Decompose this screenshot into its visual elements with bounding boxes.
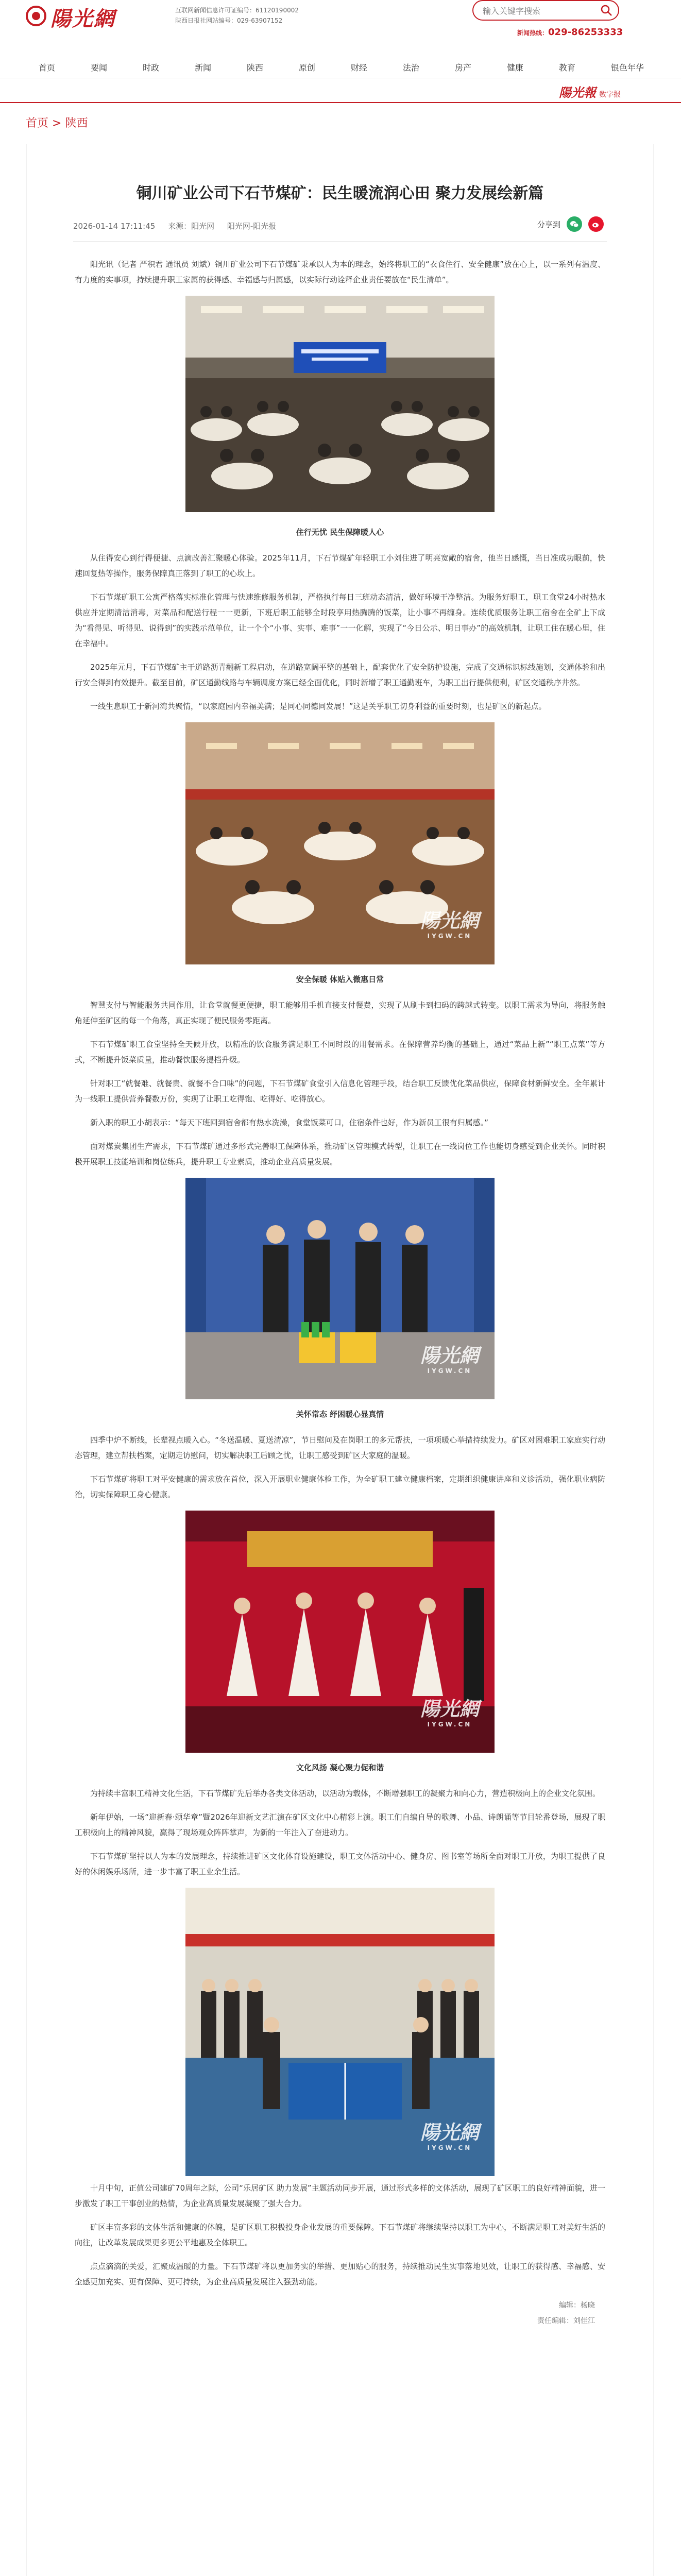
article-source: 来源：阳光网 [168, 222, 215, 231]
weibo-share-icon[interactable] [588, 216, 604, 232]
watermark-url: IYGW.CN [427, 1721, 472, 1728]
watermark-logo: 陽光網 [420, 2121, 479, 2144]
article-author: 阳光网-阳光报 [227, 222, 277, 231]
article-paragraph: 下石节煤矿坚持以人为本的发展理念，持续推进矿区文化体育设施建设，职工文体活动中心、健身房、图书室等场所全面对职工开放，为职工提供了良好的休闲娱乐场所，进一步丰富了职工业余生活。 [75, 1852, 605, 1876]
article-paragraph: 一线生息职工于新河湾共聚情，“以家庭园内幸福美满；是同心同德同发展！”这是关乎职工切身利益的重要时刻，也是矿区的新起点。 [90, 702, 547, 711]
nav-list [39, 56, 644, 78]
article-body [75, 257, 605, 2329]
watermark-url: IYGW.CN [427, 933, 472, 940]
article-meta [73, 221, 276, 231]
article-paragraph: 下石节煤矿职工公寓严格落实标准化管理与快速维修服务机制，严格执行每日三班动态清洁，做好环境干净整洁。为服务好职工，职工食堂24小时热水供应并定期清洁消毒，对菜品和配送行程一一更新，下班后职工能够全时段享用热腾腾的饭菜，让小事不再缠身。连续优质服务让职工宿舍在全矿上下成为“看得见、听得见、说得到”的实践示范单位，让一个个“小事、实事、难事”一一化解，实现了“今日公示、明日事办”的高效机制，让职工住在暖心里，住在幸福中。 [75, 592, 605, 648]
photo-dining-hall [185, 722, 495, 964]
nav-item[interactable]: 教育 [558, 62, 575, 73]
digital-paper-label: 数字报 [599, 91, 621, 99]
nav-item[interactable]: 陕西 [246, 62, 263, 73]
breadcrumb-home[interactable]: 首页 [26, 117, 49, 130]
photo-caption: 住行无忧 民生保障暖人心 [296, 528, 384, 537]
editor-credit: 编辑：杨晓 [559, 2301, 595, 2310]
digital-paper-logo: 陽光報 [559, 85, 596, 100]
article-paragraph: 矿区丰富多彩的文体生活和健康的体魄，是矿区职工积极投身企业发展的重要保障。下石节煤矿将继续坚持以职工为中心，不断满足职工对美好生活的向往，让改革发展成果更多更公平地惠及全体职工。 [75, 2223, 605, 2247]
logo-text: 陽光網 [50, 7, 115, 31]
article-photo-4 [185, 1511, 495, 1775]
photo-watermark [420, 1344, 479, 1379]
breadcrumb-separator: > [52, 117, 62, 130]
article-paragraph: 针对职工“就餐难、就餐贵、就餐不合口味”的问题，下石节煤矿食堂引入信息化管理手段，结合职工反馈优化菜品供应，保障食材新鲜安全。全年累计为一线职工提供营养餐数万份，实现了让职工吃得饱、吃得好、吃得放心。 [75, 1079, 605, 1104]
photo-caption: 关怀常态 纾困暖心显真情 [296, 1410, 384, 1419]
watermark-url: IYGW.CN [427, 1367, 472, 1375]
watermark-logo: 陽光網 [420, 909, 479, 932]
nav-item[interactable]: 银色年华 [610, 62, 644, 73]
nav-item[interactable]: 财经 [350, 62, 367, 73]
article-paragraph: 点点滴滴的关爱，汇聚成温暖的力量。下石节煤矿将以更加务实的举措、更加贴心的服务，持续推动民生实事落地见效，让职工的获得感、幸福感、安全感更加充实、更有保障、更可持续，为企业高质量发展注入强劲动能。 [75, 2262, 605, 2286]
site-header [0, 0, 681, 56]
main-nav [0, 56, 681, 78]
article-paragraph: 四季中炉不断线，长辈视点暖入心。“冬送温暖、夏送清凉”，节日慰问及在岗职工的多元帮扶，一项项暖心举措持续发力。矿区对困难职工家庭实行动态管理，建立帮扶档案，定期走访慰问，切实解决职工后顾之忧，让职工感受到矿区大家庭的温暖。 [75, 1435, 605, 1460]
watermark-url: IYGW.CN [427, 2144, 472, 2151]
breadcrumb-section[interactable]: 陕西 [65, 117, 88, 130]
photo-stage-performance [185, 1511, 495, 1753]
digital-paper-link[interactable] [559, 82, 621, 100]
photo-watermark [420, 1697, 479, 1732]
article-paragraph: 阳光讯（记者 严积君 通讯员 刘斌）铜川矿业公司下石节煤矿秉承以人为本的理念，始终将职工的“衣食住行、安全健康”放在心上，以一系列有温度、有力度的实事项，持续提升职工家属的获得感、幸福感与归属感，以实际行动诠释企业责任要放在“民生清单”。 [75, 260, 605, 284]
article-photo-2 [185, 722, 495, 987]
license-line: 互联网新闻信息许可证编号：61120190002 [175, 7, 299, 14]
site-logo[interactable] [26, 3, 149, 29]
share-bar [537, 216, 604, 232]
search-button[interactable] [600, 4, 615, 17]
watermark-logo: 陽光網 [420, 1344, 479, 1367]
photo-table-tennis [185, 1888, 495, 2176]
photo-watermark [420, 909, 479, 944]
search-icon [600, 4, 613, 17]
article-paragraph: 2025年元月，下石节煤矿主干道路沥青翻新工程启动，在道路宽阔平整的基础上，配套优化了安全防护设施，完成了交通标识标线施划，交通体验和出行安全得到有效提升。截至目前，矿区通勤线路与车辆调度方案已经全面优化，同时新增了职工通勤班车，为职工出行提供便利，矿区交通秩序井然。 [75, 663, 605, 687]
photo-condolence-visit [185, 1178, 495, 1399]
header-info [175, 5, 299, 26]
news-hotline [517, 27, 623, 38]
watermark-logo: 陽光網 [420, 1697, 479, 1720]
reviewer-credit: 责任编辑：刘佳江 [537, 2317, 595, 2325]
nav-item[interactable]: 房产 [454, 62, 471, 73]
article-paragraph: 十月中旬，正值公司建矿70周年之际，公司“乐居矿区 助力发展”主题活动同步开展，通过形式多样的文体活动，展现了矿区职工的良好精神面貌，进一步激发了职工干事创业的热情，为企业高质量发展凝聚了强大合力。 [75, 2183, 605, 2208]
article-paragraph: 新年伊始，一场“迎新春·颂华章”暨2026年迎新文艺汇演在矿区文化中心精彩上演。职工们自编自导的歌舞、小品、诗朗诵等节目轮番登场，展现了职工积极向上的精神风貌，赢得了现场观众阵阵掌声，为新的一年注入了奋进动力。 [75, 1812, 605, 1837]
nav-item[interactable]: 首页 [39, 62, 56, 73]
sub-header-bar [0, 78, 681, 103]
share-label: 分享到 [537, 219, 560, 229]
search-input[interactable] [483, 5, 596, 16]
photo-caption: 文化风扬 凝心聚力促和谐 [296, 1763, 384, 1772]
article-photo-3 [185, 1178, 495, 1422]
article-paragraph: 新入职的职工小胡表示：“每天下班回到宿舍都有热水洗澡，食堂饭菜可口，住宿条件也好，作为新员工很有归属感。” [90, 1118, 489, 1127]
article-photo-1 [185, 296, 495, 540]
search-box [472, 0, 619, 21]
article-paragraph: 从住得安心到行得便捷、点滴改善汇聚暖心体验。2025年11月，下石节煤矿年轻职工小刘住进了明亮宽敞的宿舍，他当日感慨，当日准成功眼前，快速回复热等操作，服务保障真正落到了职工的心坎上。 [75, 553, 605, 578]
photo-watermark [420, 2121, 479, 2156]
nav-item[interactable]: 法治 [402, 62, 419, 73]
article-paragraph: 面对煤炭集团生产需求，下石节煤矿通过多形式完善职工保障体系，推动矿区管理模式转型，让职工在一线岗位工作也能切身感受到企业关怀。同时积极开展职工技能培训和岗位练兵，提升职工专业素质，推动企业高质量发展。 [75, 1142, 605, 1166]
article-paragraph: 下石节煤矿职工食堂坚持全天候开放，以精准的饮食服务满足职工不同时段的用餐需求。在保障营养均衡的基础上，通过“菜品上新”“职工点菜”等方式，不断提升饭菜质量，推动餐饮服务提档升级。 [75, 1040, 605, 1064]
article-title: 铜川矿业公司下石节煤矿：民生暖流润心田 聚力发展绘新篇 [136, 184, 544, 202]
logo-mark-icon [26, 6, 46, 26]
nav-item[interactable]: 时政 [142, 62, 159, 73]
breadcrumb [26, 114, 88, 130]
divider [73, 241, 607, 242]
nav-item[interactable]: 要闻 [90, 62, 107, 73]
nav-item[interactable]: 健康 [506, 62, 523, 73]
photo-conference-hall [185, 296, 495, 512]
article-paragraph: 下石节煤矿将职工对平安健康的需求放在首位，深入开展职业健康体检工作，为全矿职工建立健康档案，定期组织健康讲座和义诊活动，强化职业病防治，切实保障职工身心健康。 [75, 1475, 605, 1499]
hotline-number: 029-86253333 [548, 27, 623, 38]
article-panel [27, 144, 653, 2576]
article-date: 2026-01-14 17:11:45 [73, 222, 156, 231]
article-paragraph: 为持续丰富职工精神文化生活，下石节煤矿先后举办各类文体活动，以活动为载体，不断增强职工的凝聚力和向心力，营造积极向上的企业文化氛围。 [90, 1789, 601, 1798]
wechat-share-icon[interactable] [567, 216, 582, 232]
photo-caption: 安全保暖 体贴入微惠日常 [296, 975, 384, 984]
hotline-label: 新闻热线： [517, 29, 549, 37]
nav-item[interactable]: 原创 [298, 62, 315, 73]
nav-item[interactable]: 新闻 [194, 62, 211, 73]
article-paragraph: 智慧支付与智能服务共同作用，让食堂就餐更便捷，职工能够用手机直接支付餐费，实现了从刷卡到扫码的跨越式转变。以职工需求为导向，将服务触角延伸至矿区的每一个角落，真正实现了便民服务零距离。 [75, 1001, 605, 1025]
article-photo-5 [185, 1888, 495, 2176]
phone-line: 陕西日报社网站编号：029-63907152 [175, 17, 283, 24]
